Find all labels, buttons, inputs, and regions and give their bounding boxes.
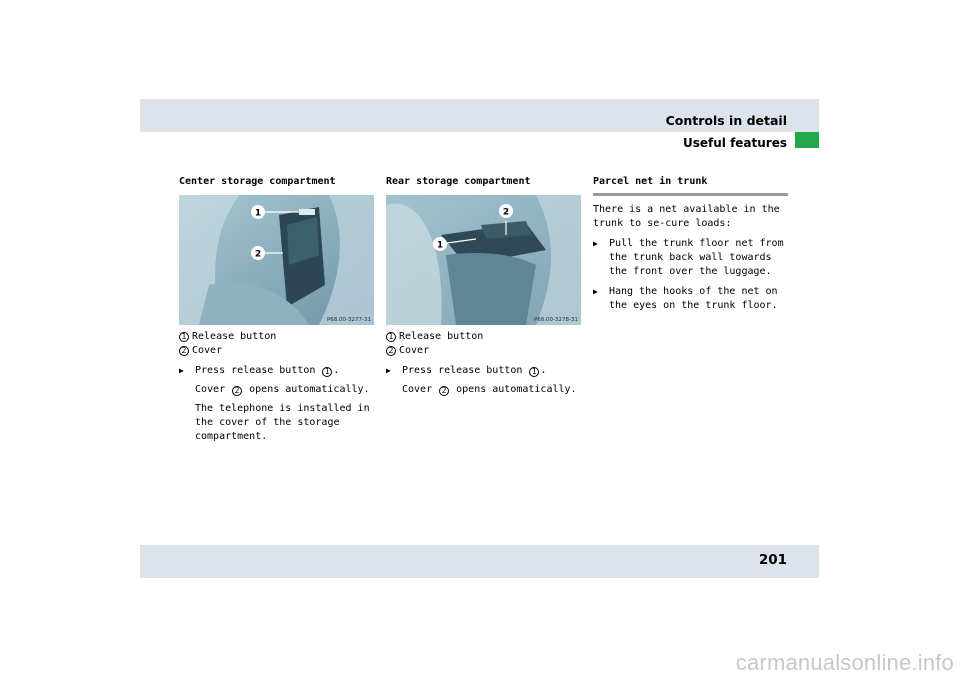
- parcel-net-heading: Parcel net in trunk: [593, 175, 788, 196]
- step-text-end: .: [540, 365, 547, 376]
- legend-item: [386, 330, 581, 344]
- instruction-step: [593, 237, 788, 279]
- inline-number: 1: [529, 367, 539, 377]
- step-text: Press release button: [402, 365, 529, 376]
- legend-number: 1: [386, 332, 396, 342]
- instruction-step: [179, 364, 374, 378]
- bullet-arrow-icon: ▶: [386, 366, 391, 375]
- center-storage-section: [179, 175, 374, 444]
- svg-text:2: 2: [502, 207, 510, 218]
- bullet-arrow-icon: ▶: [179, 366, 184, 375]
- center-figure-code: P68.00-3277-31: [326, 317, 371, 323]
- watermark[interactable]: carmanualsonline.info: [735, 650, 954, 675]
- legend-item: [179, 330, 374, 344]
- header-title: Controls in detail: [665, 113, 787, 128]
- step-text-end: .: [333, 365, 340, 376]
- svg-text:2: 2: [254, 249, 262, 260]
- rear-storage-heading: Rear storage compartment: [386, 176, 531, 187]
- result-text-end: opens automatically.: [450, 384, 577, 395]
- inline-number: 2: [232, 386, 242, 396]
- svg-text:1: 1: [254, 208, 262, 219]
- legend-number: 2: [386, 346, 396, 356]
- rear-storage-photo: [386, 195, 581, 325]
- page-number: 201: [758, 552, 787, 568]
- bullet-arrow-icon: ▶: [593, 239, 598, 248]
- center-storage-heading: Center storage compartment: [179, 176, 336, 187]
- step-text: Pull the trunk floor net from the trunk back wall towards the front over the luggage.: [609, 238, 784, 277]
- step-result: [386, 383, 581, 397]
- legend-number: 2: [179, 346, 189, 356]
- parcel-net-section: [593, 175, 788, 313]
- legend-label: Cover: [399, 345, 430, 356]
- header-subtitle: Useful features: [682, 136, 787, 150]
- parcel-net-intro: There is a net available in the trunk to se-cure loads:: [593, 204, 780, 229]
- bullet-arrow-icon: ▶: [593, 287, 598, 296]
- result-text: Cover: [195, 384, 232, 395]
- inline-number: 1: [322, 367, 332, 377]
- rear-figure-code: P68.00-3278-31: [533, 317, 578, 323]
- result-text: Cover: [402, 384, 439, 395]
- instruction-step: [593, 285, 788, 313]
- section-marker: [795, 132, 819, 148]
- step-text: Press release button: [195, 365, 322, 376]
- legend-label: Release button: [192, 331, 277, 342]
- center-storage-photo: [179, 195, 374, 325]
- inline-number: 2: [439, 386, 449, 396]
- instruction-step: [386, 364, 581, 378]
- rear-storage-section: [386, 175, 581, 397]
- step-note: The telephone is installed in the cover of the storage compartment.: [195, 403, 370, 442]
- legend-label: Cover: [192, 345, 223, 356]
- legend-item: [179, 344, 374, 358]
- legend-number: 1: [179, 332, 189, 342]
- svg-text:1: 1: [436, 240, 444, 251]
- legend-label: Release button: [399, 331, 484, 342]
- footer-band: [140, 545, 819, 578]
- step-text: Hang the hooks of the net on the eyes on the trunk floor.: [609, 286, 778, 311]
- step-result: [179, 383, 374, 397]
- result-text-end: opens automatically.: [243, 384, 370, 395]
- legend-item: [386, 344, 581, 358]
